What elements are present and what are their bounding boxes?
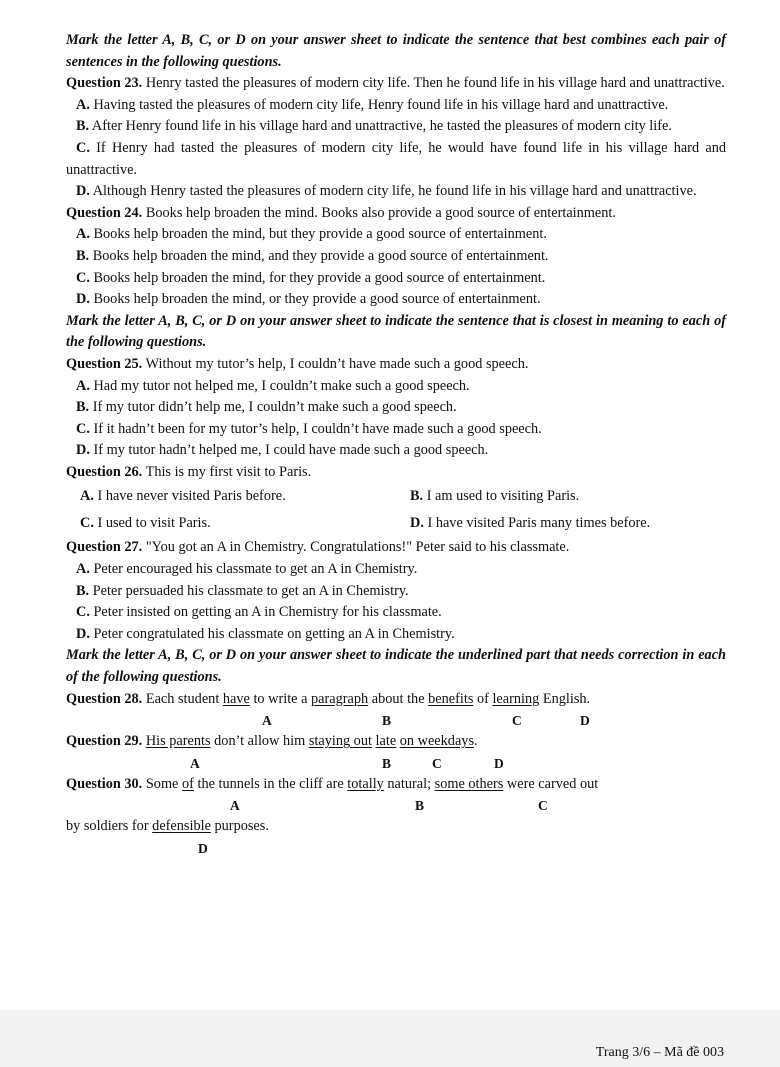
option-letter: B.: [76, 247, 90, 264]
question-label: Question 23.: [66, 75, 143, 92]
letter-c: C: [538, 798, 548, 814]
q27-option-b[interactable]: [66, 581, 726, 603]
question-26: [66, 462, 726, 484]
option-text: Peter congratulated his classmate on getting an A in Chemistry.: [89, 625, 455, 642]
option-text: Peter persuaded his classmate to get an A in Chemistry.: [89, 582, 409, 599]
underlined-part-c[interactable]: late: [375, 733, 397, 750]
text-segment: don’t allow him: [210, 733, 309, 750]
question-label: Question 27.: [66, 539, 143, 556]
question-30: [66, 774, 726, 796]
letter-b: B: [382, 755, 392, 771]
instruction-closest: Mark the letter A, B, C, or D on your answer sheet to indicate the sentence that is closest in meaning to each of the following questions.: [66, 312, 726, 351]
q26-options-row-2: [66, 510, 726, 537]
option-letter: C.: [80, 515, 94, 532]
q26-options-row-1: [66, 483, 726, 510]
letter-a: A: [190, 755, 200, 771]
option-letter: C.: [76, 604, 90, 621]
option-text: Having tasted the pleasures of modern city life, Henry found life in his village hard and unattractive.: [89, 96, 669, 113]
q26-option-c[interactable]: [80, 513, 410, 535]
question-text: Books help broaden the mind. Books also provide a good source of entertainment.: [142, 204, 616, 221]
letter-b: B: [415, 798, 425, 814]
question-label: Question 26.: [66, 463, 143, 480]
question-25: [66, 354, 726, 376]
question-label: Question 25.: [66, 355, 143, 372]
question-30-line-2: [66, 816, 726, 838]
q23-option-a[interactable]: [66, 95, 726, 117]
underlined-part-d[interactable]: on weekdays: [399, 733, 475, 750]
q26-option-d[interactable]: [410, 513, 650, 535]
option-letter: B.: [410, 488, 424, 505]
q23-option-b[interactable]: [66, 116, 726, 138]
exam-content: [66, 30, 726, 859]
q30-letter-row-1: [66, 795, 726, 816]
question-text: Without my tutor’s help, I couldn’t have made such a good speech.: [142, 355, 529, 372]
letter-d: D: [580, 713, 590, 729]
q30-letter-row-2: [66, 838, 726, 859]
instruction-correction: Mark the letter A, B, C, or D on your answer sheet to indicate the underlined part that needs correction in each of the following questions.: [66, 647, 726, 686]
option-text: I am used to visiting Paris.: [423, 488, 580, 505]
q26-option-b[interactable]: [410, 486, 579, 508]
option-text: If my tutor hadn’t helped me, I could have made such a good speech.: [89, 442, 489, 459]
option-text: After Henry found life in his village hard and unattractive, he tasted the pleasures of modern city life.: [89, 118, 672, 135]
text-segment: English.: [539, 690, 591, 707]
option-letter: B.: [76, 118, 90, 135]
option-text: Books help broaden the mind, or they provide a good source of entertainment.: [89, 291, 541, 308]
option-letter: A.: [76, 377, 90, 394]
option-letter: C.: [76, 269, 90, 286]
q23-option-c[interactable]: [66, 138, 726, 181]
letter-d: D: [198, 841, 208, 856]
q24-option-a[interactable]: [66, 224, 726, 246]
question-27: [66, 537, 726, 559]
text-segment: Some: [142, 775, 182, 792]
question-text: "You got an A in Chemistry. Congratulations!" Peter said to his classmate.: [142, 539, 570, 556]
letter-a: A: [262, 713, 272, 729]
underlined-part-a[interactable]: of: [181, 775, 194, 792]
option-letter: C.: [76, 139, 90, 156]
text-segment: of: [473, 690, 493, 707]
letter-b: B: [382, 713, 392, 729]
question-label: Question 29.: [66, 733, 143, 750]
option-text: I have never visited Paris before.: [93, 488, 286, 505]
option-text: Books help broaden the mind, but they provide a good source of entertainment.: [89, 226, 547, 243]
option-text: Had my tutor not helped me, I couldn’t make such a good speech.: [89, 377, 470, 394]
text-segment: about the: [368, 690, 429, 707]
q23-option-d[interactable]: [66, 181, 726, 203]
q24-option-d[interactable]: [66, 289, 726, 311]
q25-option-c[interactable]: [66, 419, 726, 441]
option-letter: B.: [76, 399, 90, 416]
text-segment: purposes.: [210, 818, 269, 835]
underlined-part-b[interactable]: staying out: [308, 733, 372, 750]
text-segment: by soldiers for: [66, 818, 153, 835]
q27-option-d[interactable]: [66, 624, 726, 646]
question-text: Henry tasted the pleasures of modern city life. Then he found life in his village hard and unattractive.: [142, 75, 725, 92]
option-text: Peter encouraged his classmate to get an A in Chemistry.: [89, 561, 418, 578]
option-text: If it hadn’t been for my tutor’s help, I couldn’t have made such a good speech.: [89, 420, 542, 437]
text-segment: .: [474, 733, 478, 750]
question-text: This is my first visit to Paris.: [142, 463, 312, 480]
option-letter: C.: [76, 420, 90, 437]
option-letter: D.: [76, 291, 90, 308]
letter-d: D: [494, 755, 504, 771]
underlined-part-b[interactable]: totally: [347, 775, 384, 792]
q29-letter-row: [66, 753, 726, 774]
option-letter: A.: [76, 226, 90, 243]
underlined-part-a[interactable]: have: [222, 690, 250, 707]
q25-option-b[interactable]: [66, 397, 726, 419]
q25-option-a[interactable]: [66, 376, 726, 398]
underlined-part-c[interactable]: some others: [434, 775, 504, 792]
option-letter: D.: [76, 183, 90, 200]
text-segment: the tunnels in the cliff are: [193, 775, 348, 792]
question-label: Question 30.: [66, 775, 143, 792]
question-label: Question 24.: [66, 204, 143, 221]
text-segment: natural;: [383, 775, 435, 792]
option-text: Although Henry tasted the pleasures of modern city life, he found life in his village hard and unattractive.: [89, 183, 697, 200]
question-23: [66, 73, 726, 95]
underlined-part-d[interactable]: learning: [492, 690, 540, 707]
q26-option-a[interactable]: [80, 486, 410, 508]
text-segment: Each student: [142, 690, 223, 707]
option-text: If Henry had tasted the pleasures of modern city life, he would have found life in his village hard and unattractive.: [66, 139, 726, 178]
option-letter: D.: [76, 625, 90, 642]
underlined-part-a[interactable]: His parents: [145, 733, 211, 750]
q27-option-c[interactable]: [66, 602, 726, 624]
question-28: [66, 689, 726, 711]
underlined-part-d[interactable]: defensible: [152, 818, 211, 835]
option-text: Books help broaden the mind, for they provide a good source of entertainment.: [89, 269, 546, 286]
option-letter: A.: [80, 488, 94, 505]
page-footer: Trang 3/6 – Mã đề 003: [595, 1045, 724, 1060]
text-segment: to write a: [249, 690, 312, 707]
q25-option-d[interactable]: [66, 440, 726, 462]
option-text: I have visited Paris many times before.: [423, 515, 651, 532]
option-letter: A.: [76, 96, 90, 113]
q24-option-c[interactable]: [66, 268, 726, 290]
instruction-combine: Mark the letter A, B, C, or D on your answer sheet to indicate the sentence that best combines each pair of sentences in the following questions.: [66, 32, 726, 70]
option-text: I used to visit Paris.: [93, 515, 211, 532]
letter-a: A: [230, 798, 240, 814]
option-letter: D.: [410, 515, 424, 532]
text-segment: were carved out: [503, 775, 599, 792]
letter-c: C: [432, 755, 442, 771]
option-text: Books help broaden the mind, and they provide a good source of entertainment.: [89, 247, 549, 264]
question-24: [66, 203, 726, 225]
underlined-part-c[interactable]: benefits: [428, 690, 474, 707]
q28-letter-row: [66, 710, 726, 731]
question-29: [66, 731, 726, 753]
q24-option-b[interactable]: [66, 246, 726, 268]
option-letter: A.: [76, 561, 90, 578]
option-text: Peter insisted on getting an A in Chemistry for his classmate.: [89, 604, 442, 621]
option-text: If my tutor didn’t help me, I couldn’t make such a good speech.: [89, 399, 457, 416]
option-letter: B.: [76, 582, 90, 599]
underlined-part-b[interactable]: paragraph: [311, 690, 369, 707]
option-letter: D.: [76, 442, 90, 459]
letter-c: C: [512, 713, 522, 729]
question-label: Question 28.: [66, 690, 143, 707]
q27-option-a[interactable]: [66, 559, 726, 581]
